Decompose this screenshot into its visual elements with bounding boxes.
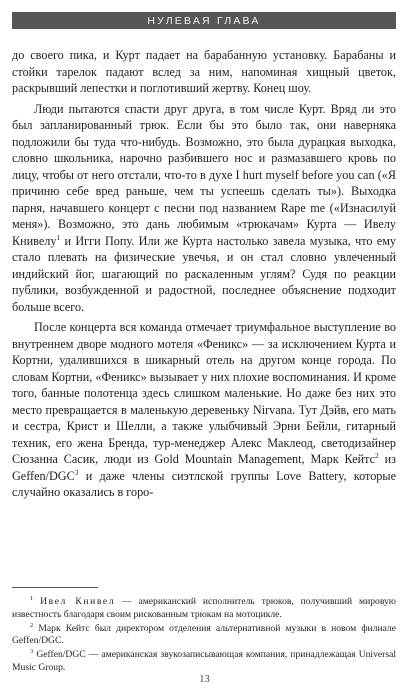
footnote-ref-1: 1 (56, 232, 61, 242)
footnote-2 (12, 623, 396, 649)
paragraph-3-text-a: После концерта вся команда отмечает триумфальное выступление во внутреннем дворе модного мотеля «Феникс» — за исключением Курта и Кортни, удалившихся в шикарный отель на другом конце города. По словам Кортни, «Феникс» вызывает у них плохие воспоминания. И кроме того, банные полотенца здесь слишком маленькие. Но даже без них это место превращается в маленькую деревеньку Nirvana. Тут Дэйв, его мать и сестра, Крист и Шелли, а также улыбчивый Эрни Бейли, гитарный техник, его жена Бренда, тур-менеджер Алекс Маклеод, светодизайнер Сюзанна Сасик, люди из Gold Mountain Management, Марк Кейтс (12, 320, 396, 466)
paragraph-3-text-c: и даже члены сиэтлской группы Love Battery, которые случайно оказались в горо- (12, 468, 396, 499)
running-header (12, 12, 396, 29)
footnote-2-number: 2 (30, 621, 34, 629)
footnote-3-text: Geffen/DGC — американская звукозаписывающая компания, принадлежащая Universal Music Group. (12, 649, 396, 673)
page-number: 13 (199, 674, 210, 685)
paragraph-1: до своего пика, и Курт падает на барабанную установку. Барабаны и стойки тарелок падают вслед за ним, напоминая хищный цветок, раскрывший лепестки и поглотивший жертву. Конец шоу. (12, 48, 396, 95)
paragraph-3-text-b: из Geffen/DGC (12, 452, 396, 483)
footnote-1-term: Ивел Книвел (40, 596, 116, 607)
footnote-1 (12, 596, 396, 622)
running-header-title: НУЛЕВАЯ ГЛАВА (147, 14, 261, 27)
footnote-1-text: — американский исполнитель трюков, получивший мировую известность благодаря своим рискованным трюкам на мотоцикле. (12, 596, 396, 620)
footnotes (12, 596, 396, 675)
paragraph-2 (12, 101, 396, 316)
footnote-ref-2: 2 (375, 450, 379, 460)
footnote-separator (12, 587, 98, 588)
footnote-2-text: Марк Кейтс был директором отделения альтернативной музыки в новом филиале Geffen/DGC. (12, 622, 396, 647)
paragraph-2-text-a: Люди пытаются спасти друг друга, в том числе Курт. Вряд ли это был запланированный трюк. Если бы это было так, они наверняка подложили бы туда что-нибудь. Возможно, это была дурацкая выходка, словно школьника, нарочно разбившего нос и размазавшего кровь по лицу, чтобы от него отстали, что-то в духе I hurt myself before you can («Я причиню себе вред раньше, чем ты успеешь сделать ты»). Выходка парня, начавшего концерт с песни под названием Rape me («Изнасилуй меня»). Возможно, это дань любимым «трюкачам» Курта — Ивелу Книвелу (12, 101, 396, 248)
footnote-3-number: 3 (30, 648, 34, 655)
footnote-3 (12, 649, 396, 675)
paragraph-3 (12, 319, 396, 501)
main-text (12, 47, 396, 501)
paragraph-2-text-b: и Игги Попу. Или же Курта настолько завела музыка, что ему стало плевать на физические увечья, и он стал словно увлеченный индийский йог, шагающий по раскаленным углям? Судя по реакции публики, возбужденной и радостной, последнее объяснение подходит больше всего. (12, 233, 396, 314)
footnote-1-number: 1 (30, 594, 34, 602)
footnote-ref-3: 3 (74, 467, 79, 477)
